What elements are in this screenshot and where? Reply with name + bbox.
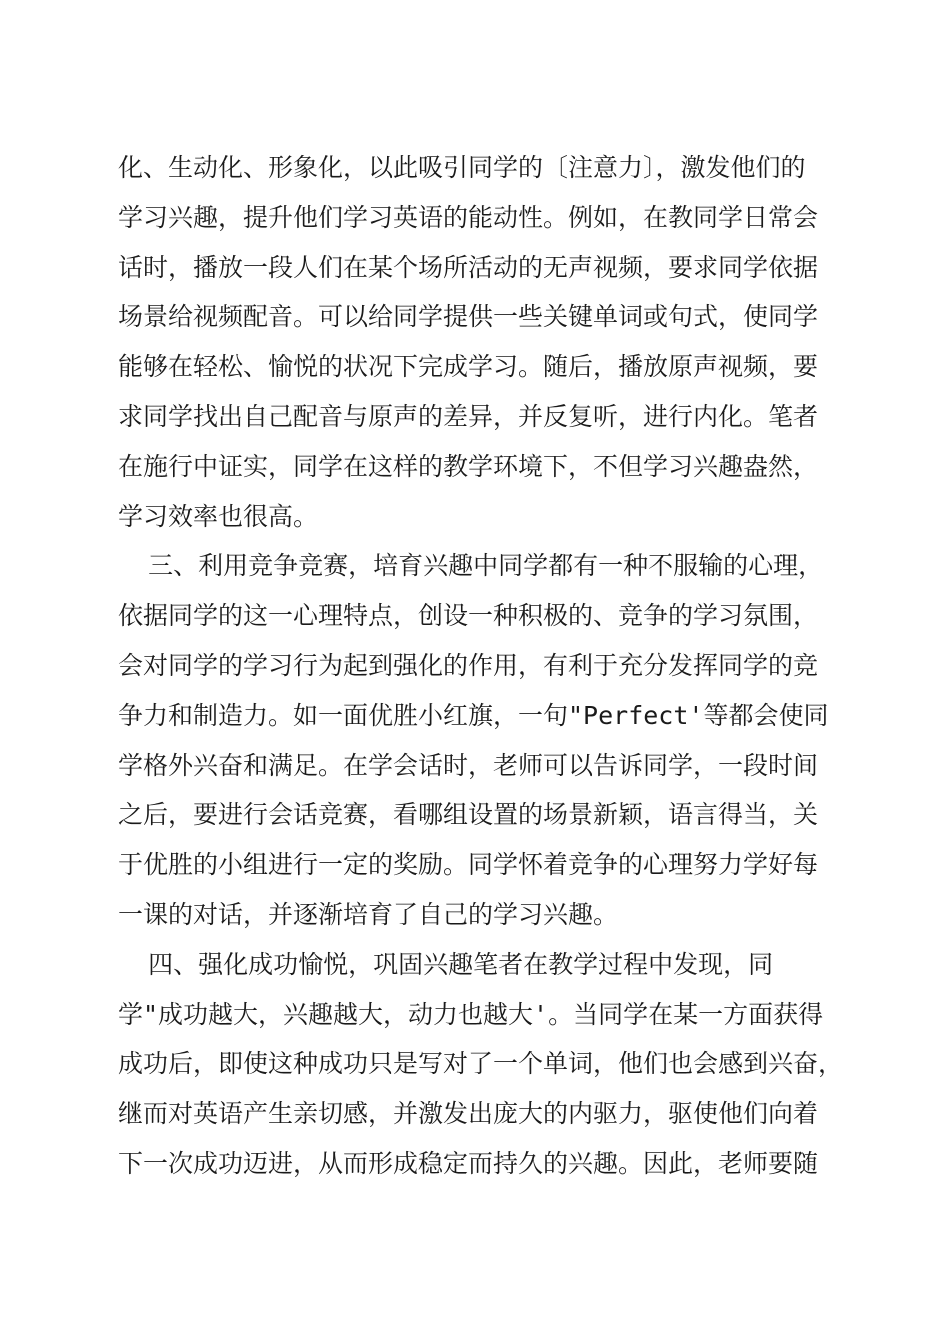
text-line: 继而对英语产生亲切感，并激发出庞大的内驱力，驱使他们向着 [118, 1099, 819, 1129]
body-text [118, 146, 858, 1192]
text-line: 成功后，即使这种成功只是写对了一个单词，他们也会感到兴奋， [118, 1049, 844, 1079]
text-line: 三、利用竞争竞赛，培育兴趣中同学都有一种不服输的心理， [118, 551, 824, 581]
text-line: 能够在轻松、愉悦的状况下完成学习。随后，播放原声视频，要 [118, 352, 819, 382]
text-line: 会对同学的学习行为起到强化的作用，有利于充分发挥同学的竞 [118, 650, 819, 680]
text-line: 学"成功越大，兴趣越大，动力也越大'。当同学在某一方面获得 [118, 999, 824, 1029]
text-line: 化、生动化、形象化，以此吸引同学的〔注意力〕，激发他们的 [118, 153, 806, 182]
text-line: 求同学找出自己配音与原声的差异，并反复听，进行内化。笔者 [118, 401, 819, 431]
text-line: 争力和制造力。如一面优胜小红旗，一句"Perfect'等都会使同 [118, 700, 829, 730]
text-line: 学格外兴奋和满足。在学会话时，老师可以告诉同学，一段时间 [118, 750, 819, 780]
text-line: 话时，播放一段人们在某个场所活动的无声视频，要求同学依据 [118, 252, 819, 282]
text-line: 场景给视频配音。可以给同学提供一些关键单词或句式，使同学 [118, 302, 819, 332]
text-line: 四、强化成功愉悦，巩固兴趣笔者在教学过程中发现，同 [118, 949, 774, 979]
text-line: 学习效率也很高。 [118, 501, 319, 531]
text-line: 之后，要进行会话竞赛，看哪组设置的场景新颖，语言得当，关 [118, 800, 819, 830]
text-line: 学习兴趣，提升他们学习英语的能动性。例如，在教同学日常会 [118, 202, 819, 232]
text-line: 一课的对话，并逐渐培育了自己的学习兴趣。 [118, 899, 619, 929]
text-line: 依据同学的这一心理特点，创设一种积极的、竞争的学习氛围， [118, 601, 819, 631]
text-line: 在施行中证实，同学在这样的教学环境下，不但学习兴趣盎然， [118, 451, 819, 481]
text-line: 下一次成功迈进，从而形成稳定而持久的兴趣。因此，老师要随 [118, 1148, 819, 1178]
text-line: 于优胜的小组进行一定的奖励。同学怀着竞争的心理努力学好每 [118, 850, 819, 880]
